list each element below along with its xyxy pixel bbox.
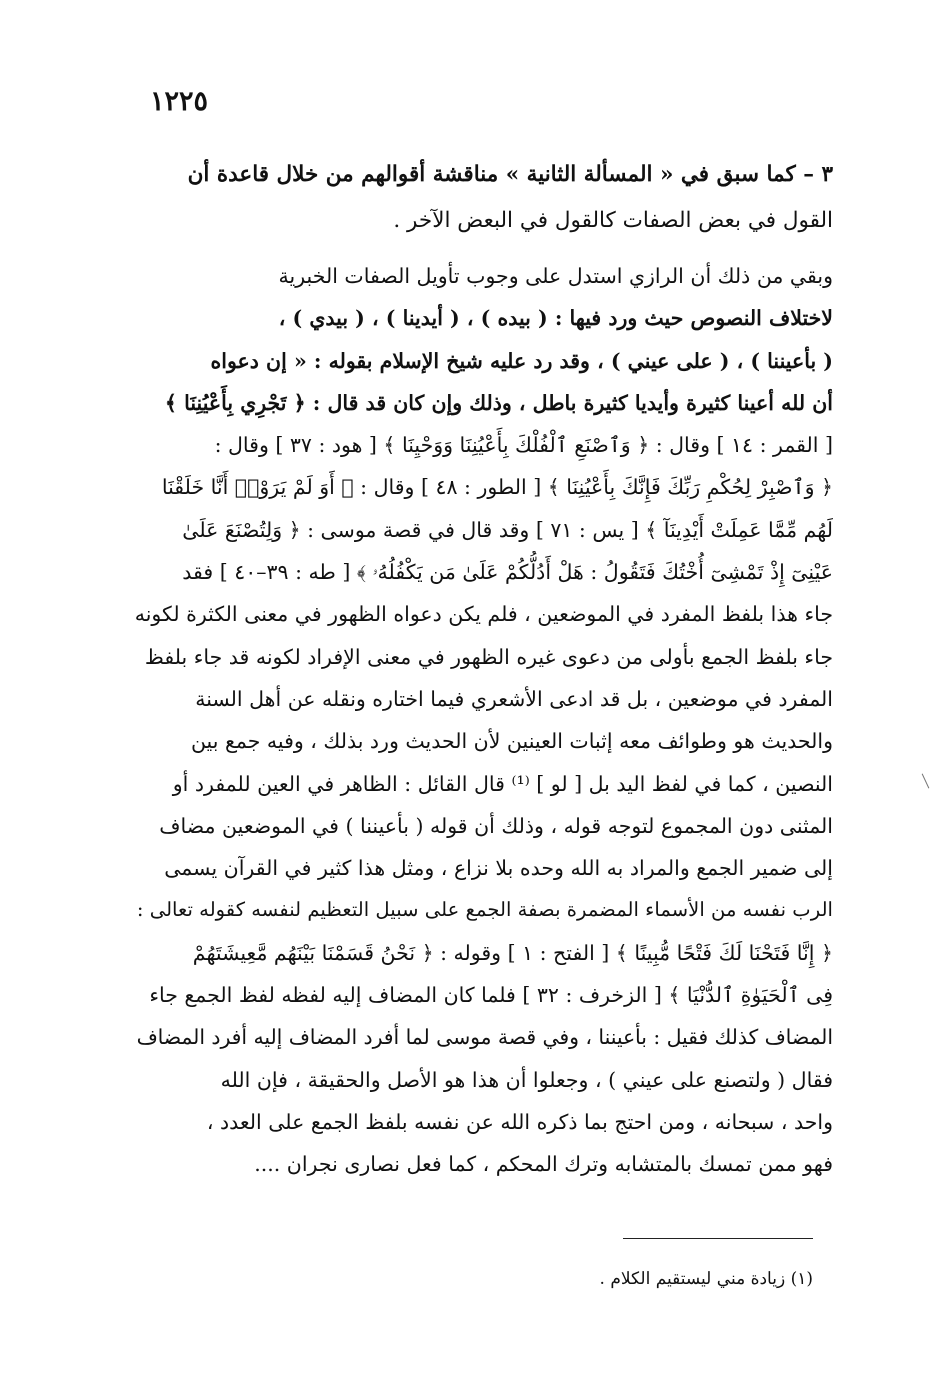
paragraph-point-3 [133, 152, 833, 244]
text-line: والحديث هو وطوائف معه إثبات العينين لأن الحديث ورد بذلك ، وفيه جمع بين [190, 729, 833, 754]
text-line: فقال ( ولتصنع على عيني ) ، وجعلوا أن هذا هو الأصل والحقيقة ، فإن الله [220, 1067, 833, 1092]
text-line: فِى ٱلْحَيَوٰةِ ٱلدُّنْيَا ﴾ [ الزخرف : ٣٢ ] فلما كان المضاف إليه لفظه لفظ الجمع جاء [149, 983, 833, 1008]
text-line: [ القمر : ١٤ ] وقال : ﴿ وَٱصْنَعِ ٱلْفُلْكَ بِأَعْيُنِنَا وَوَحْيِنَا ﴾ [ هود : ٣٧ ] وقال : [214, 433, 833, 458]
text-line: وبقي من ذلك أن الرازي استدل على وجوب تأويل الصفات الخبرية [278, 264, 833, 288]
page-number: ١٢٢٥ [150, 86, 209, 117]
text-line: ﴿ إِنَّا فَتَحْنَا لَكَ فَتْحًا مُّبِينًا ﴾ [ الفتح : ١ ] وقوله : ﴿ نَحْنُ قَسَمْنَا بَيْنَهُم مَّعِيشَتَهُمْ [192, 940, 833, 965]
text-line: المضاف كذلك فقيل : بأعيننا ، وفي قصة موسى لما أفرد المضاف إليه أفرد المضاف [136, 1025, 833, 1050]
text-line: ( بأعيننا ) ، ( على عيني ) ، وقد رد عليه شيخ الإسلام بقوله : « إن دعواه [210, 348, 833, 373]
text-line: فهو ممن تمسك بالمتشابه وترك المحكم ، كما فعل نصارى نجران .... [254, 1152, 833, 1177]
text-line: المفرد في موضعين ، بل قد ادعى الأشعري فيما اختاره ونقله عن أهل السنة [195, 686, 833, 711]
margin-mark [922, 774, 930, 789]
text-line: إلى ضمير الجمع والمراد به الله وحده بلا نزاع ، ومثل هذا كثير في القرآن يسمى [164, 856, 833, 881]
text-line: جاء بلفظ الجمع بأولى من دعوى غيره الظهور في معنى الإفراد لكونه قد جاء بلفظ [144, 644, 833, 669]
footnote: (١) زيادة مني ليستقيم الكلام . [599, 1269, 813, 1289]
text-line: ﴿ وَٱصْبِرْ لِحُكْمِ رَبِّكَ فَإِنَّكَ بِأَعْيُنِنَا ﴾ [ الطور : ٤٨ ] وقال : ﴿ أَوَ لَمْ يَرَوْا۟ أَنَّا خَلَقْنَا [161, 475, 833, 500]
text-line: أن لله أعينا كثيرة وأيديا كثيرة باطل ، وذلك وإن كان قد قال : ﴿ تَجْرِي بِأَعْيُنِنَا ﴾ [164, 390, 833, 415]
text-line: جاء هذا بلفظ المفرد في الموضعين ، فلم يكن دعواه الظهور في معنى الكثرة لكونه [134, 602, 833, 627]
text-line: لاختلاف النصوص حيث ورد فيها : ( بيده ) ، ( أيدينا ) ، ( بيدي ) ، [278, 306, 833, 331]
paragraph-razi-discussion [133, 255, 833, 1186]
footnote-separator [623, 1238, 813, 1239]
text-line: النصين ، كما في لفظ اليد بل [ لو ] ⁽¹⁾ قال القائل : الظاهر في العين للمفرد أو [172, 771, 833, 796]
text-line: القول في بعض الصفات كالقول في البعض الآخر . [393, 208, 833, 233]
text-line: ٣ – كما سبق في « المسألة الثانية » مناقشة أقوالهم من خلال قاعدة أن [187, 162, 833, 187]
text-line: الرب نفسه من الأسماء المضمرة بصفة الجمع على سبيل التعظيم لنفسه كقوله تعالى : [136, 898, 833, 922]
text-line: المثنى دون المجموع لتوجه قوله ، وذلك أن قوله ( بأعيننا ) في الموضعين مضاف [159, 813, 833, 838]
text-line: لَهُم مِّمَّا عَمِلَتْ أَيْدِينَآ ﴾ [ يس : ٧١ ] وقد قال في قصة موسى : ﴿ وَلِتُصْنَعَ عَلَىٰ [182, 517, 833, 542]
text-line: عَيْنِىٓ إِذْ تَمْشِىٓ أُخْتُكَ فَتَقُولُ : هَلْ أَدُلُّكُمْ عَلَىٰ مَن يَكْفُلُهُۥ ﴾ [ طه : ٣٩–٤٠ ] فقد [182, 560, 833, 585]
text-line: واحد ، سبحانه ، ومن احتج بما ذكره الله عن نفسه بلفظ الجمع على العدد ، [206, 1109, 833, 1134]
